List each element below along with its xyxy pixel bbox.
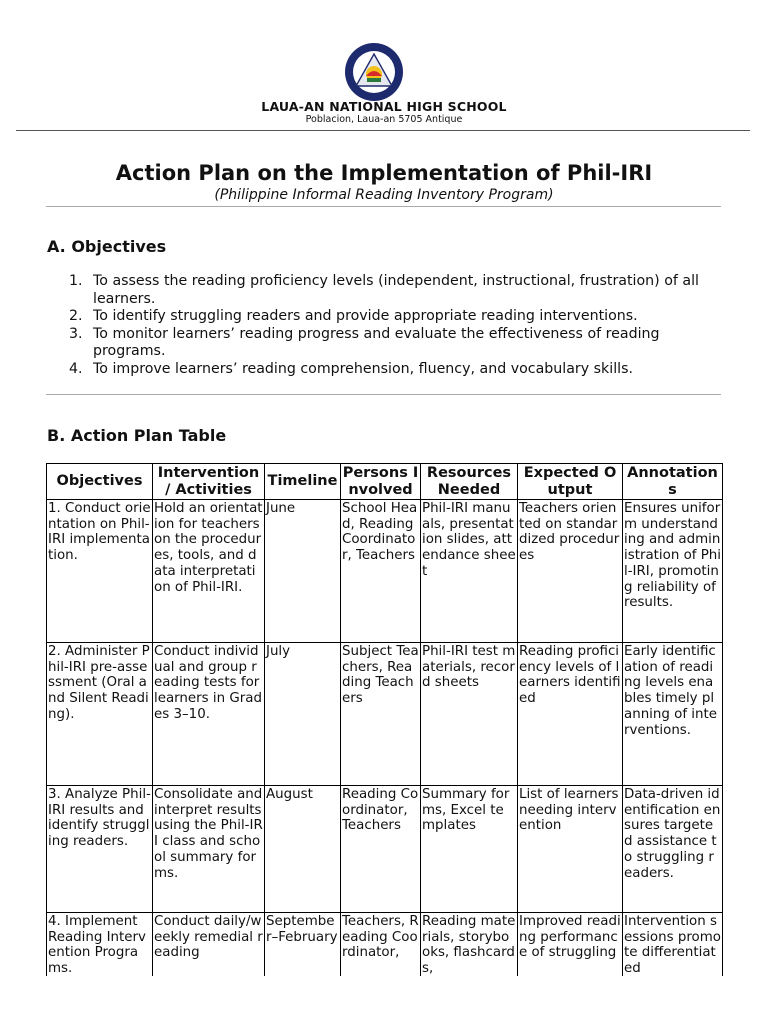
- table-cell: 3. Analyze Phil-IRI results and identify struggling readers.: [47, 786, 153, 913]
- table-cell: Intervention sessions promote differentiated: [623, 913, 723, 979]
- table-cell: August: [265, 786, 341, 913]
- table-row: [47, 786, 723, 913]
- school-address: Poblacion, Laua-an 5705 Antique: [305, 114, 463, 125]
- table-cell: Conduct individual and group reading tests for learners in Grades 3–10.: [153, 643, 265, 786]
- action-plan-table: [46, 463, 723, 979]
- table-cell: 1. Conduct orientation on Phil-IRI implementation.: [47, 500, 153, 643]
- table-cell: Phil-IRI manuals, presentation slides, attendance sheet: [421, 500, 518, 643]
- action-plan-heading: B. Action Plan Table: [47, 426, 227, 445]
- table-cell: Reading Coordinator, Teachers: [341, 786, 421, 913]
- table-cell: Hold an orientation for teachers on the procedures, tools, and data interpretation of Phil-IRI.: [153, 500, 265, 643]
- table-row: [47, 500, 723, 643]
- column-header: Resources Needed: [421, 464, 518, 500]
- table-cell: Teachers oriented on standardized procedures: [518, 500, 623, 643]
- table-header-row: [47, 464, 723, 500]
- objective-item: 3. To monitor learners’ reading progress and evaluate the effectiveness of reading programs.: [69, 325, 660, 359]
- section-divider: [46, 394, 721, 395]
- column-header: Timeline: [265, 464, 341, 500]
- objectives-heading: A. Objectives: [47, 237, 167, 256]
- table-cell: September–February: [265, 913, 341, 979]
- table-cell: List of learners needing intervention: [518, 786, 623, 913]
- table-cell: Reading materials, storybooks, flashcards,: [421, 913, 518, 979]
- table-cell: School Head, Reading Coordinator, Teachers: [341, 500, 421, 643]
- table-cell: Summary forms, Excel templates: [421, 786, 518, 913]
- table-cell: 2. Administer Phil-IRI pre-assessment (Oral and Silent Reading).: [47, 643, 153, 786]
- table-cell: Early identification of reading levels enables timely planning of interventions.: [623, 643, 723, 786]
- column-header: Persons Involved: [341, 464, 421, 500]
- table-cell: June: [265, 500, 341, 643]
- table-cell: Reading proficiency levels of learners identified: [518, 643, 623, 786]
- objective-item: 1. To assess the reading proficiency levels (independent, instructional, frustration) of all learners.: [69, 273, 699, 307]
- table-cell: Consolidate and interpret results using the Phil-IRI class and school summary forms.: [153, 786, 265, 913]
- table-cell: Phil-IRI test materials, record sheets: [421, 643, 518, 786]
- table-cell: Improved reading performance of struggling: [518, 913, 623, 979]
- table-cell: 4. Implement Reading Intervention Programs.: [47, 913, 153, 979]
- table-cell: Teachers, Reading Coordinator,: [341, 913, 421, 979]
- table-cell: July: [265, 643, 341, 786]
- column-header: Expected Output: [518, 464, 623, 500]
- title-divider: [46, 206, 721, 207]
- table-cell: Data-driven identification ensures targeted assistance to struggling readers.: [623, 786, 723, 913]
- column-header: Annotations: [623, 464, 723, 500]
- column-header: Objectives: [47, 464, 153, 500]
- header-divider: [16, 130, 750, 131]
- document-title: Action Plan on the Implementation of Phil-IRI: [115, 161, 653, 185]
- document-subtitle: (Philippine Informal Reading Inventory Program): [214, 187, 554, 203]
- table-cell: Subject Teachers, Reading Teachers: [341, 643, 421, 786]
- objectives-list: [47, 273, 727, 378]
- table-cell: Conduct daily/weekly remedial reading: [153, 913, 265, 979]
- objective-item: 2. To identify struggling readers and provide appropriate reading interventions.: [69, 308, 638, 324]
- objective-item: 4. To improve learners’ reading comprehension, fluency, and vocabulary skills.: [69, 360, 633, 377]
- column-header: Intervention / Activities: [153, 464, 265, 500]
- page-bottom-margin: [0, 976, 768, 1024]
- school-name: LAUA-AN NATIONAL HIGH SCHOOL: [261, 99, 507, 114]
- school-seal-logo: [341, 42, 407, 102]
- table-row: [47, 643, 723, 786]
- table-row: [47, 913, 723, 979]
- table-cell: Ensures uniform understanding and administration of Phil-IRI, promoting reliability of results.: [623, 500, 723, 643]
